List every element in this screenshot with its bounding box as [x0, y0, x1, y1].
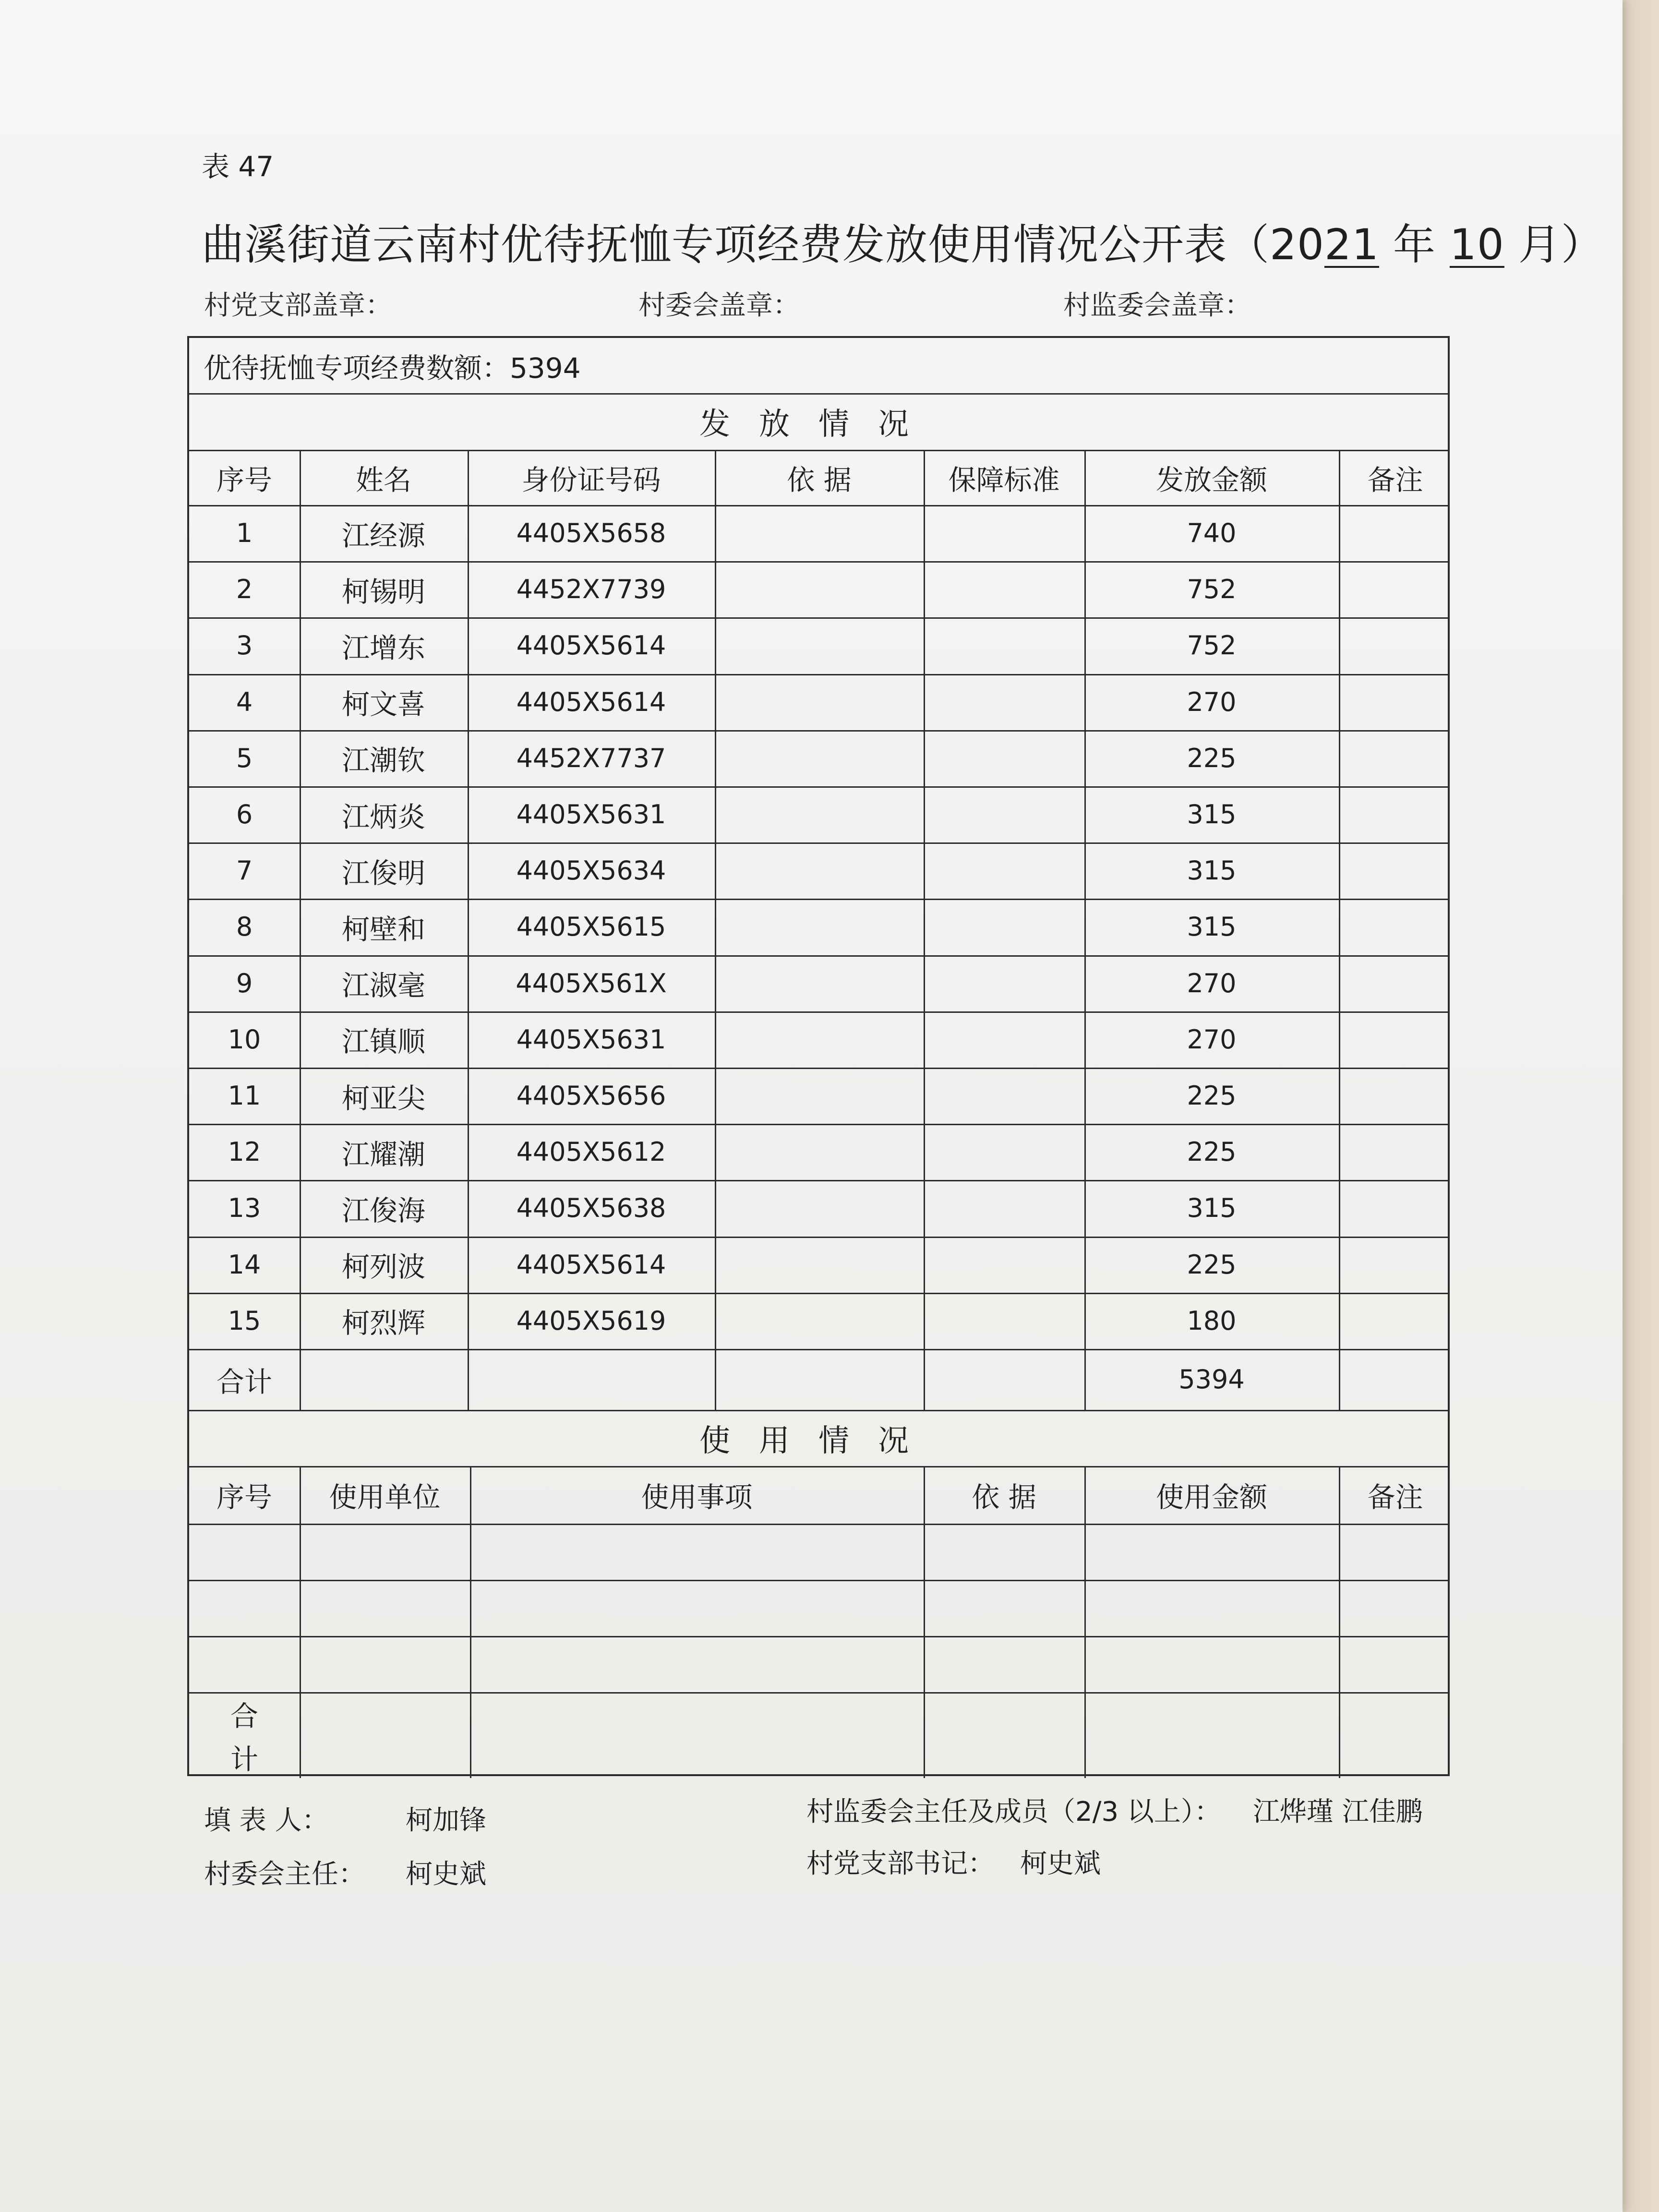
usage-header-cell: 依 据	[972, 1481, 1036, 1514]
id-number: 4405X5614	[516, 686, 666, 717]
usage-total-label-top: 合	[230, 1700, 258, 1732]
recipient-name: 柯烈辉	[341, 1307, 425, 1340]
table-rule	[1084, 450, 1086, 1410]
payout-amount: 315	[1187, 855, 1237, 886]
distribution-header-cell: 依 据	[787, 463, 852, 496]
row-number: 5	[236, 743, 253, 773]
payout-amount: 225	[1187, 1137, 1237, 1167]
row-number: 13	[228, 1193, 261, 1224]
distribution-header-cell: 备注	[1367, 463, 1423, 496]
id-number: 4405X5631	[516, 1024, 666, 1055]
recipient-name: 江炳炎	[341, 800, 425, 833]
recipient-name: 江镇顺	[341, 1025, 425, 1058]
recipient-name: 江俊明	[341, 856, 425, 890]
distribution-header-cell: 身份证号码	[521, 463, 661, 496]
filler-name: 柯加锋	[406, 1805, 486, 1836]
payout-amount: 225	[1187, 1249, 1237, 1280]
recipient-name: 柯壁和	[341, 913, 425, 946]
director-name: 柯史斌	[406, 1859, 486, 1890]
party-seal-label: 村党支部盖章：	[204, 290, 392, 321]
row-number: 10	[228, 1024, 261, 1055]
row-number: 11	[228, 1081, 261, 1111]
id-number: 4405X5612	[516, 1137, 666, 1167]
director-label: 村委会主任：	[204, 1859, 365, 1890]
recipient-name: 江耀潮	[341, 1138, 425, 1171]
distribution-header-cell: 发放金额	[1155, 463, 1267, 496]
usage-header-cell: 序号	[216, 1481, 272, 1514]
id-number: 4405X5658	[516, 518, 666, 549]
recipient-name: 柯锡明	[341, 575, 425, 608]
secretary-label: 村党支部书记：	[806, 1848, 995, 1879]
recipient-name: 柯列波	[341, 1250, 425, 1284]
id-number: 4405X561X	[516, 968, 667, 998]
total-label: 合计	[216, 1365, 272, 1398]
payout-amount: 315	[1187, 799, 1237, 830]
title-year-fill: 21	[1324, 220, 1379, 269]
id-number: 4405X5614	[516, 630, 666, 661]
row-number: 3	[236, 630, 253, 661]
table-rule	[300, 450, 301, 1410]
table-rule	[924, 450, 925, 1410]
usage-section-title: 使用情况	[699, 1423, 938, 1459]
supervision-members-names: 江烨瑾 江佳鹏	[1253, 1796, 1423, 1827]
id-number: 4405X5631	[516, 799, 666, 830]
payout-amount: 752	[1187, 574, 1237, 605]
payout-amount: 315	[1187, 1193, 1237, 1224]
usage-header-cell: 备注	[1367, 1481, 1423, 1514]
payout-amount: 270	[1187, 968, 1237, 998]
title-suffix: 月）	[1504, 220, 1604, 269]
table-rule	[468, 450, 469, 1410]
recipient-name: 柯亚尖	[341, 1082, 425, 1115]
id-number: 4405X5614	[516, 1249, 666, 1280]
row-number: 6	[236, 799, 253, 830]
committee-seal-label: 村委会盖章：	[638, 290, 800, 321]
id-number: 4405X5615	[516, 912, 666, 942]
table-number: 表 47	[202, 150, 274, 183]
row-number: 12	[228, 1137, 261, 1167]
recipient-name: 江潮钦	[341, 744, 425, 777]
filler-label: 填 表 人：	[204, 1805, 329, 1836]
distribution-header-cell: 序号	[216, 463, 272, 496]
table-rule	[1339, 1466, 1340, 1778]
supervision-seal-label: 村监委会盖章：	[1063, 290, 1251, 321]
id-number: 4452X7737	[516, 743, 666, 773]
total-amount: 5394	[1178, 1364, 1245, 1395]
recipient-name: 江淑毫	[341, 969, 425, 1002]
title-prefix: 曲溪街道云南村优待抚恤专项经费发放使用情况公开表（20	[202, 220, 1324, 269]
table-rule	[189, 1636, 1448, 1637]
row-number: 4	[236, 686, 253, 717]
table-rule	[189, 1524, 1448, 1525]
id-number: 4405X5634	[516, 855, 666, 886]
row-number: 2	[236, 574, 253, 605]
id-number: 4452X7739	[516, 574, 666, 605]
usage-header-cell: 使用事项	[641, 1481, 753, 1514]
id-number: 4405X5638	[516, 1193, 666, 1224]
recipient-name: 江经源	[341, 519, 425, 552]
table-rule	[300, 1466, 301, 1778]
table-rule	[924, 1466, 925, 1778]
usage-header-cell: 使用单位	[329, 1481, 441, 1514]
table-rule	[189, 1692, 1448, 1694]
payout-amount: 752	[1187, 630, 1237, 661]
row-number: 1	[236, 518, 253, 549]
payout-amount: 225	[1187, 743, 1237, 773]
usage-header-cell: 使用金额	[1155, 1481, 1267, 1514]
table-rule	[715, 450, 716, 1410]
distribution-header-cell: 姓名	[355, 463, 411, 496]
row-number: 14	[228, 1249, 261, 1280]
row-number: 7	[236, 855, 253, 886]
payout-amount: 270	[1187, 1024, 1237, 1055]
row-number: 9	[236, 968, 253, 998]
payout-amount: 225	[1187, 1081, 1237, 1111]
row-number: 8	[236, 912, 253, 942]
recipient-name: 江俊海	[341, 1194, 425, 1227]
table-rule	[189, 1580, 1448, 1581]
table-rule	[470, 1466, 471, 1778]
payout-amount: 315	[1187, 912, 1237, 942]
supervision-members-label: 村监委会主任及成员（2/3 以上）：	[806, 1796, 1221, 1827]
recipient-name: 柯文喜	[341, 688, 425, 721]
payout-amount: 180	[1187, 1305, 1237, 1336]
secretary-name: 柯史斌	[1020, 1848, 1101, 1879]
recipient-name: 江增东	[341, 631, 425, 664]
table-rule	[1339, 450, 1340, 1410]
usage-total-label-bottom: 计	[230, 1743, 258, 1776]
page-title	[202, 211, 1604, 272]
id-number: 4405X5619	[516, 1305, 666, 1336]
id-number: 4405X5656	[516, 1081, 666, 1111]
fund-total: 优待抚恤专项经费数额：5394	[204, 351, 581, 385]
fund-table	[187, 336, 1450, 1776]
title-month-fill: 10	[1449, 220, 1504, 269]
title-year-unit: 年	[1379, 220, 1450, 269]
payout-amount: 270	[1187, 686, 1237, 717]
row-number: 15	[228, 1305, 261, 1336]
distribution-section-title: 发放情况	[699, 407, 938, 442]
table-rule	[1084, 1466, 1086, 1778]
distribution-header-cell: 保障标准	[948, 463, 1060, 496]
payout-amount: 740	[1187, 518, 1237, 549]
